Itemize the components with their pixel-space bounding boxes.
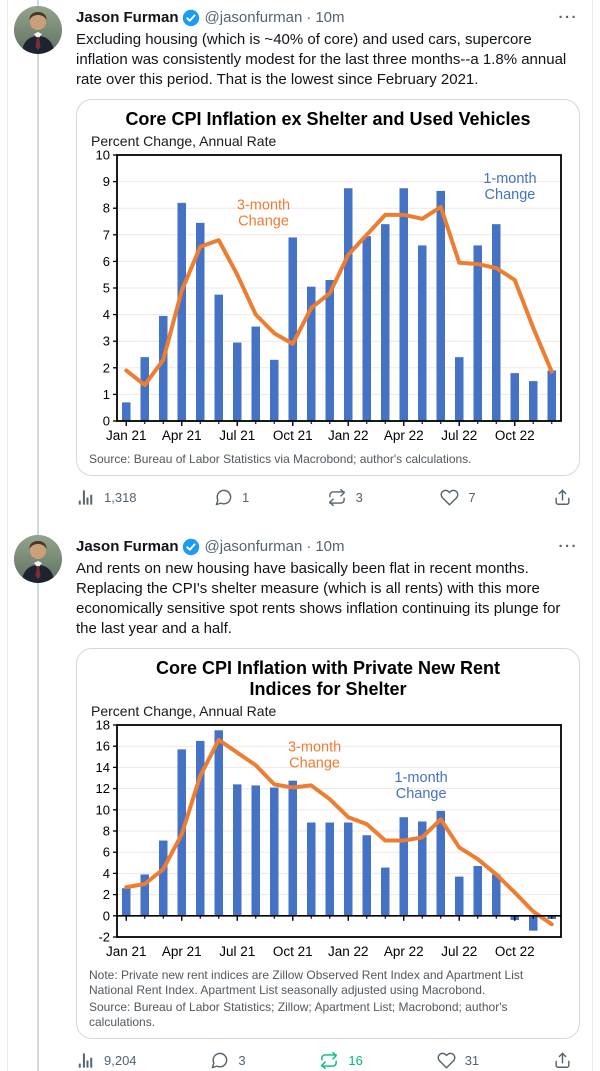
svg-text:0: 0 [102,413,110,429]
svg-text:Oct 22: Oct 22 [494,944,535,959]
share-button[interactable] [553,488,572,507]
svg-text:8: 8 [102,200,110,216]
svg-text:Jul 21: Jul 21 [219,428,256,443]
chart-note: Note: Private new rent indices are Zillow Observed Rent Index and Apartment List National Rent Index. Apartment List seasonally adjusted using Macrobond. [89,968,524,997]
svg-text:Jan 22: Jan 22 [327,428,369,443]
tweet-header [76,537,580,557]
svg-text:1: 1 [102,386,110,402]
timeline-column [7,0,593,1071]
display-name[interactable]: Jason Furman [76,9,179,26]
display-name[interactable]: Jason Furman [76,538,179,555]
arrow-up-tray-icon [553,488,572,507]
tweet-header [76,8,580,28]
retweet-button[interactable] [327,488,363,507]
chart-source-note: Source: Bureau of Labor Statistics via Macrobond; author's calculations. [89,452,472,466]
tweet-2 [8,529,592,1071]
timestamp[interactable]: 10m [315,538,345,555]
svg-text:Oct 21: Oct 21 [272,428,313,443]
bar-chart-icon [76,488,95,507]
avatar-column [14,535,62,1071]
views-button[interactable] [76,1051,137,1070]
avatar[interactable] [14,6,62,54]
cycle-arrows-icon [319,1051,339,1070]
cycle-arrows-icon [327,488,347,507]
arrow-up-tray-icon [553,1051,572,1070]
svg-text:10: 10 [95,149,110,163]
heart-icon [437,1051,456,1070]
svg-text:8: 8 [102,823,110,839]
svg-text:1-month: 1-month [394,770,448,787]
reply-button[interactable] [210,1051,245,1070]
views-count: 9,204 [104,1053,137,1068]
chart-title: Core CPI Inflation ex Shelter and Used Vehicles [125,109,531,129]
avatar-column [14,6,62,513]
retweet-button[interactable] [319,1051,362,1070]
svg-text:Change: Change [289,755,340,772]
svg-text:18: 18 [95,719,110,733]
engagement-bar [76,1051,572,1070]
retweet-count: 16 [348,1053,363,1068]
user-handle[interactable]: @jasonfurman [204,9,303,26]
tweet-text: Excluding housing (which is ~40% of core) and used cars, supercore inflation was consistently modest for the last three months--a 1.8% annual rate over this period. That is the lowest since February 2021. [76,31,571,88]
chart-axis-units-label: Percent Change, Annual Rate [91,703,277,719]
svg-text:1-month: 1-month [483,170,537,187]
avatar[interactable] [14,535,62,583]
svg-text:Jul 22: Jul 22 [441,944,478,959]
like-button[interactable] [437,1051,479,1070]
svg-text:Oct 22: Oct 22 [494,428,535,443]
bar-chart-icon [76,1051,95,1070]
like-count: 31 [464,1053,480,1068]
verified-badge-icon [182,538,200,556]
separator-dot: · [306,538,312,555]
svg-text:Jul 22: Jul 22 [441,428,478,443]
chart-source-note: Source: Bureau of Labor Statistics; Zillow; Apartment List; Macrobond; author's calculations. [89,1000,508,1029]
timestamp[interactable]: 10m [315,9,345,26]
svg-text:Jul 21: Jul 21 [219,944,256,959]
chart-title: Core CPI Inflation with Private New Rent Indices for Shelter [155,658,501,699]
more-button[interactable]: ··· [558,538,578,555]
svg-text:Apr 22: Apr 22 [383,428,424,443]
svg-text:3-month: 3-month [287,739,342,756]
views-button[interactable] [76,488,137,507]
svg-text:7: 7 [102,227,110,243]
svg-text:3: 3 [102,333,110,349]
svg-text:14: 14 [95,759,110,775]
svg-text:12: 12 [95,781,110,797]
svg-text:Change: Change [484,186,536,203]
separator-dot: · [306,9,312,26]
svg-text:Oct 21: Oct 21 [272,944,313,959]
speech-bubble-icon [210,1051,229,1070]
reply-button[interactable] [214,488,249,507]
svg-text:Change: Change [238,213,289,230]
tweet-1 [8,0,592,517]
svg-text:10: 10 [95,802,110,818]
svg-text:2: 2 [102,887,110,903]
user-handle[interactable]: @jasonfurman [204,538,303,555]
like-button[interactable] [440,488,475,507]
speech-bubble-icon [214,488,233,507]
share-button[interactable] [553,1051,572,1070]
svg-text:Change: Change [395,786,447,803]
svg-text:16: 16 [95,738,110,754]
svg-text:6: 6 [102,844,110,860]
views-count: 1,318 [104,490,137,505]
chart-image-card[interactable] [76,648,580,1039]
chart-axis-units-label: Percent Change, Annual Rate [91,133,277,149]
retweet-count: 3 [355,490,363,505]
svg-text:Jan 21: Jan 21 [105,428,147,443]
chart-plot [89,719,569,961]
svg-text:-2: -2 [98,929,110,945]
like-count: 7 [468,490,476,505]
svg-text:Apr 21: Apr 21 [161,944,202,959]
svg-text:0: 0 [102,908,110,924]
svg-text:5: 5 [102,280,110,296]
svg-text:9: 9 [102,174,110,190]
svg-text:4: 4 [102,307,110,323]
more-button[interactable]: ··· [558,9,578,26]
svg-text:6: 6 [102,253,110,269]
svg-text:Apr 21: Apr 21 [161,428,202,443]
chart-plot [89,149,569,445]
svg-text:3-month: 3-month [236,197,291,214]
chart-image-card[interactable] [76,99,580,476]
svg-text:Jan 21: Jan 21 [105,944,147,959]
svg-text:4: 4 [102,865,110,881]
tweet-text: And rents on new housing have basically been flat in recent months. Replacing the CPI's shelter measure (which is all rents) with this more economically sensitive spot rents shows inflation continuing its plunge for the last year and a half. [76,560,565,637]
svg-text:2: 2 [102,360,110,376]
verified-badge-icon [182,9,200,27]
reply-count: 3 [238,1053,246,1068]
heart-icon [440,488,459,507]
engagement-bar [76,488,572,507]
svg-text:Jan 22: Jan 22 [327,944,369,959]
svg-text:Apr 22: Apr 22 [383,944,424,959]
reply-count: 1 [241,490,250,505]
